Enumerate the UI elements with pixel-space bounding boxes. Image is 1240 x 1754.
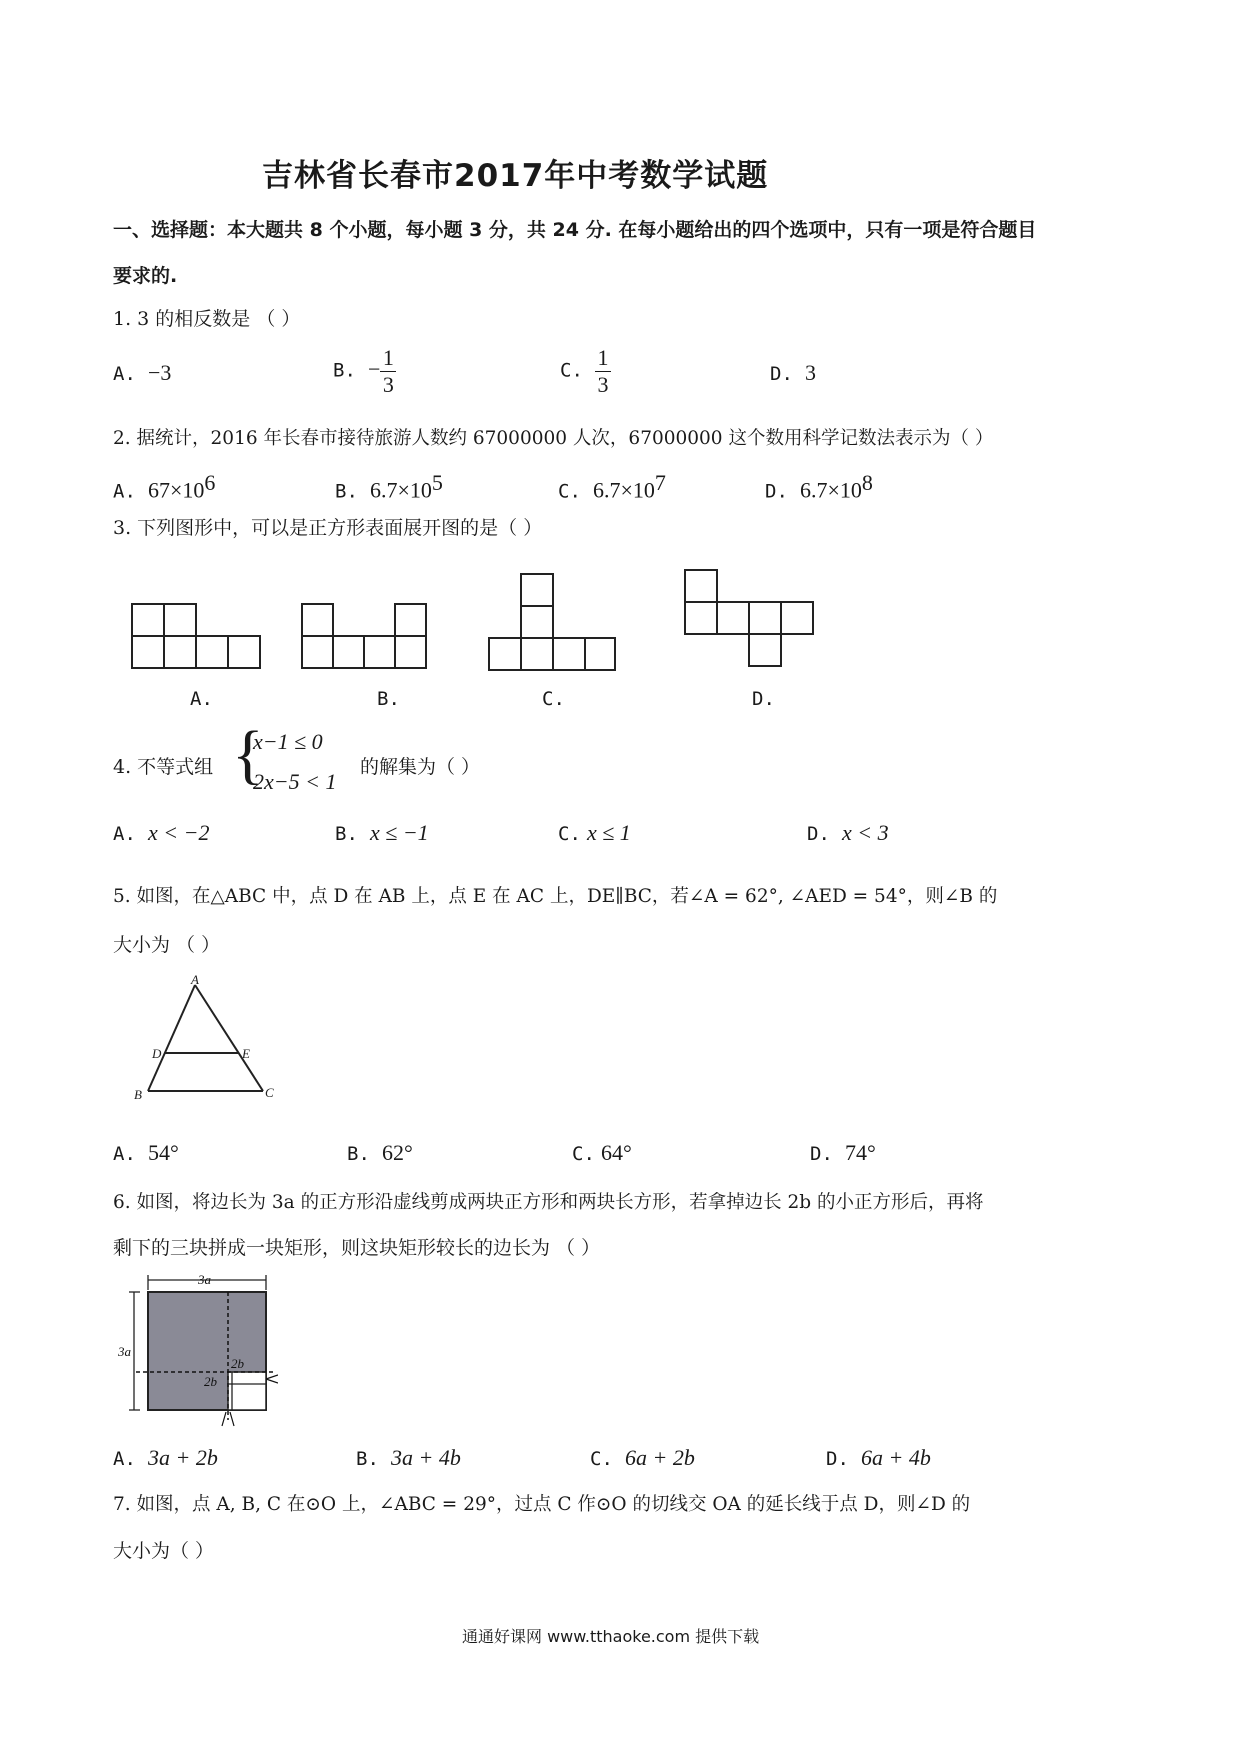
q1-option-a: A. −3 xyxy=(113,360,172,385)
q2-option-d: D. $6.7\times 10^8$ xyxy=(765,470,873,503)
section-instructions-line2: 要求的. xyxy=(113,265,178,287)
q3-figure-d xyxy=(683,568,823,672)
q5-label-c: C xyxy=(265,1085,274,1100)
q5-triangle-figure xyxy=(125,975,285,1105)
q6-stem-line2: 剩下的三块拼成一块矩形，则这块矩形较长的边长为 （ ） xyxy=(113,1237,601,1259)
q7-stem-line2: 大小为（ ） xyxy=(113,1540,215,1562)
q3-figure-c xyxy=(487,572,617,672)
q4-brace: { xyxy=(232,718,264,791)
q5-stem-line1: 5. 如图，在△ABC 中，点 D 在 AB 上，点 E 在 AC 上，DE∥BC，若∠A = 62°, ∠AED = 54°，则∠B 的 xyxy=(113,886,998,907)
q6-option-d: D. 6a + 4b xyxy=(826,1445,931,1470)
q6-option-c: C. 6a + 2b xyxy=(590,1445,695,1470)
q1-option-d: D. 3 xyxy=(770,360,816,385)
q6-option-a: A. 3a + 2b xyxy=(113,1445,218,1470)
q3-figure-b xyxy=(300,600,430,672)
q6-label-top-3a: 3a xyxy=(198,1272,211,1287)
q4-option-d: D. x < 3 xyxy=(807,820,889,845)
q3-label-b: B. xyxy=(377,688,400,710)
q1-option-c: C. $\frac{1}{3}$ xyxy=(560,345,611,398)
q5-stem-line2: 大小为 （ ） xyxy=(113,934,221,956)
q6-square-figure xyxy=(118,1270,278,1430)
q1-option-b: B. − $\frac{1}{3}$ xyxy=(333,345,396,398)
q6-label-right-2b: 2b xyxy=(231,1356,244,1371)
q2-option-c: C. $6.7\times 10^7$ xyxy=(558,470,666,503)
q3-label-a: A. xyxy=(190,688,213,710)
q2-option-b: B. $6.7\times 10^5$ xyxy=(335,470,443,503)
q5-option-c: C. 64° xyxy=(572,1140,632,1165)
q2-stem: 2. 据统计，2016 年长春市接待旅游人数约 67000000 人次，67000000 这个数用科学记数法表示为（ ） xyxy=(113,428,994,449)
q2-option-a: A. $67\times 10^6$ xyxy=(113,470,216,503)
footer-source: 通通好课网 www.tthaoke.com 提供下载 xyxy=(462,1627,760,1646)
q4-prefix: 4. 不等式组 xyxy=(113,756,214,778)
q3-figure-a xyxy=(130,600,265,672)
q6-label-bottom-2b: 2b xyxy=(204,1374,217,1389)
page-title: 吉林省长春市2017年中考数学试题 xyxy=(262,158,769,194)
q3-label-d: D. xyxy=(752,688,775,710)
q5-label-e: E xyxy=(242,1046,250,1061)
q6-label-left-3a: 3a xyxy=(118,1344,131,1359)
q5-label-b: B xyxy=(134,1087,142,1102)
q3-label-c: C. xyxy=(542,688,565,710)
q6-option-b: B. 3a + 4b xyxy=(356,1445,461,1470)
q3-stem: 3. 下列图形中，可以是正方形表面展开图的是（ ） xyxy=(113,517,543,539)
q4-option-c: C. x ≤ 1 xyxy=(558,820,631,845)
q4-suffix: 的解集为（ ） xyxy=(360,756,481,778)
section-instructions-line1: 一、选择题：本大题共 8 个小题，每小题 3 分，共 24 分. 在每小题给出的四个选项中，只有一项是符合题目 xyxy=(113,219,1037,241)
q4-option-a: A. x < −2 xyxy=(113,820,210,845)
q4-option-b: B. x ≤ −1 xyxy=(335,820,429,845)
q6-stem-line1: 6. 如图，将边长为 3a 的正方形沿虚线剪成两块正方形和两块长方形，若拿掉边长 2b 的小正方形后，再将 xyxy=(113,1192,984,1213)
q4-inequality-1: x−1 ≤ 0 xyxy=(253,729,323,754)
q5-option-b: B. 62° xyxy=(347,1140,413,1165)
q5-option-d: D. 74° xyxy=(810,1140,876,1165)
q5-option-a: A. 54° xyxy=(113,1140,179,1165)
q7-stem-line1: 7. 如图，点 A, B, C 在⊙O 上，∠ABC = 29°，过点 C 作⊙O 的切线交 OA 的延长线于点 D，则∠D 的 xyxy=(113,1494,971,1515)
q1-stem: 1. 3 的相反数是 （ ） xyxy=(113,308,301,330)
q5-label-d: D xyxy=(152,1046,162,1061)
q4-inequality-2: 2x−5 < 1 xyxy=(253,769,337,794)
q5-label-a: A xyxy=(191,975,199,987)
